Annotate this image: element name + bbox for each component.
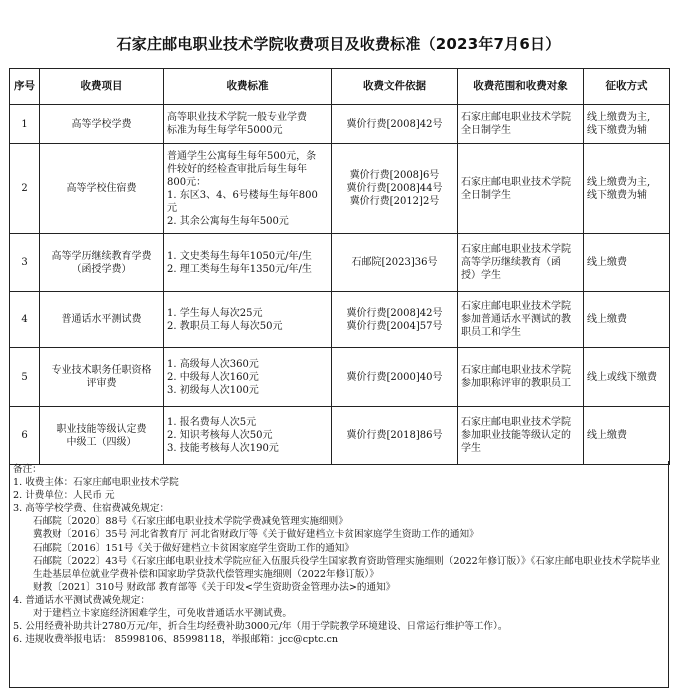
table-header-row — [10, 69, 670, 105]
row-item: 高等学历继续教育学费 （函授学费） — [40, 234, 164, 292]
row-method: 线上缴费为主, 线下缴费为辅 — [584, 144, 670, 234]
row-standard: 普通学生公寓每生每年500元，条 件较好的经检查审批后每生每年 800元： 1. 东区3、4、6号楼每生每年800 元 2. 其余公寓每生每年500元 — [164, 144, 332, 234]
row-scope: 石家庄邮电职业技术学院 高等学历继续教育（函 授）学生 — [458, 234, 584, 292]
table-row — [10, 292, 670, 348]
row-scope: 石家庄邮电职业技术学院 全日制学生 — [458, 144, 584, 234]
row-standard: 高等职业技术学院一般专业学费 标准为每生每学年5000元 — [164, 105, 332, 144]
header-basis: 收费文件依据 — [332, 69, 458, 105]
header-standard: 收费标准 — [164, 69, 332, 105]
row-basis: 冀价行费[2008]42号 — [332, 105, 458, 144]
note-subitem: 冀教财〔2016〕35号 河北省教育厅 河北省财政厅等《关于做好建档立卡贫困家庭学生资助工作的通知》 — [33, 529, 479, 541]
row-item: 专业技术职务任职资格 评审费 — [40, 348, 164, 407]
row-no: 2 — [10, 144, 40, 234]
row-no: 4 — [10, 292, 40, 348]
row-item: 普通话水平测试费 — [40, 292, 164, 348]
row-scope: 石家庄邮电职业技术学院 全日制学生 — [458, 105, 584, 144]
row-basis: 冀价行费[2008]6号 冀价行费[2008]44号 冀价行费[2012]2号 — [332, 144, 458, 234]
row-item: 高等学校住宿费 — [40, 144, 164, 234]
row-item: 职业技能等级认定费 中级工（四级） — [40, 407, 164, 465]
note-item: 4. 普通话水平测试费减免规定： — [13, 594, 150, 606]
note-subitem: 石邮院〔2022〕43号《石家庄邮电职业技术学院应征入伍服兵役学生国家教育资助管理实施细则（2022年修订版）》《石家庄邮电职业技术学院毕业生赴基层单位就业学费补偿和国家助学贷款代偿管理实施细则（2022年修订版）》 — [33, 555, 661, 580]
note-item: 5. 公用经费补助共计2780万元/年，折合生均经费补助3000元/年（用于学院教学环境建设、日常运行维护等工作）。 — [13, 621, 508, 633]
note-item: 3. 高等学校学费、住宿费减免规定： — [13, 503, 170, 515]
note-item: 6. 违规收费举报电话： 85998106、85998118，举报邮箱：jcc@cptc.cn — [13, 634, 339, 646]
row-method: 线上缴费 — [584, 407, 670, 465]
table-row — [10, 234, 670, 292]
row-no: 6 — [10, 407, 40, 465]
row-basis: 石邮院[2023]36号 — [332, 234, 458, 292]
row-method: 线上缴费 — [584, 234, 670, 292]
row-standard: 1. 报名费每人次5元 2. 知识考核每人次50元 3. 技能考核每人次190元 — [164, 407, 332, 465]
row-standard: 1. 高级每人次360元 2. 中级每人次160元 3. 初级每人次100元 — [164, 348, 332, 407]
row-scope: 石家庄邮电职业技术学院 参加普通话水平测试的教 职员工和学生 — [458, 292, 584, 348]
table-row — [10, 105, 670, 144]
row-method: 线上缴费 — [584, 292, 670, 348]
notes-section — [9, 461, 669, 688]
notes-heading: 备注： — [13, 464, 42, 475]
header-method: 征收方式 — [584, 69, 670, 105]
note-subitem: 石邮院〔2016〕151号《关于做好建档立卡贫困家庭学生资助工作的通知》 — [33, 542, 354, 554]
row-scope: 石家庄邮电职业技术学院 参加职称评审的教职员工 — [458, 348, 584, 407]
row-standard: 1. 文史类每生每年1050元/年/生 2. 理工类每生每年1350元/年/生 — [164, 234, 332, 292]
row-basis: 冀价行费[2018]86号 — [332, 407, 458, 465]
row-scope: 石家庄邮电职业技术学院 参加职业技能等级认定的 学生 — [458, 407, 584, 465]
header-no: 序号 — [10, 69, 40, 105]
fee-table — [9, 68, 670, 465]
row-no: 1 — [10, 105, 40, 144]
table-row — [10, 144, 670, 234]
row-method: 线上或线下缴费 — [584, 348, 670, 407]
row-method: 线上缴费为主, 线下缴费为辅 — [584, 105, 670, 144]
header-scope: 收费范围和收费对象 — [458, 69, 584, 105]
header-item: 收费项目 — [40, 69, 164, 105]
note-subitem: 对于建档立卡家庭经济困难学生，可免收普通话水平测试费。 — [33, 608, 293, 620]
row-no: 5 — [10, 348, 40, 407]
row-item: 高等学校学费 — [40, 105, 164, 144]
row-basis: 冀价行费[2000]40号 — [332, 348, 458, 407]
note-item: 1. 收费主体：石家庄邮电职业技术学院 — [13, 477, 179, 489]
row-basis: 冀价行费[2008]42号 冀价行费[2004]57号 — [332, 292, 458, 348]
note-subitem: 财教〔2021〕310号 财政部 教育部等《关于印发<学生资助资金管理办法>的通知》 — [33, 581, 396, 593]
document-title: 石家庄邮电职业技术学院收费项目及收费标准（2023年7月6日） — [116, 35, 561, 53]
note-subitem: 石邮院〔2020〕88号《石家庄邮电职业技术学院学费减免管理实施细则》 — [33, 516, 348, 528]
row-standard: 1. 学生每人每次25元 2. 教职员工每人每次50元 — [164, 292, 332, 348]
table-row — [10, 348, 670, 407]
row-no: 3 — [10, 234, 40, 292]
note-item: 2. 计费单位：人民币 元 — [13, 490, 115, 502]
table-row — [10, 407, 670, 465]
